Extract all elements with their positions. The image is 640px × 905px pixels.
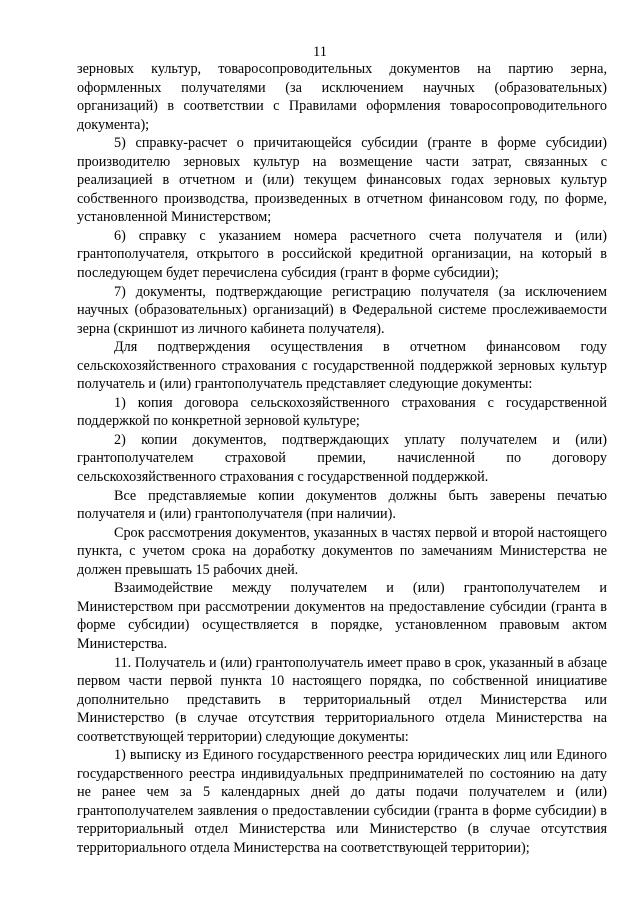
page-number: 11 [313, 44, 327, 60]
paragraph: зерновых культур, товаросопроводительных документов на партию зерна, оформленных получателями (за исключением научных (образовательных) организаций) в соответствии с Правилами оформления товаросопроводительного документа); [77, 61, 607, 133]
paragraph: 1) выписку из Единого государственного реестра юридических лиц или Единого государственного реестра индивидуальных предпринимателей по состоянию на дату не ранее чем за 5 календарных дней до даты подачи получателем и (или) грантополучателем заявления о предоставлении субсидии (гранта в форме субсидии) в территориальный отдел Министерства или Министерство (в случае отсутствия территориального отдела Министерства на соответствующей территории); [77, 747, 607, 856]
paragraph: 1) копия договора сельскохозяйственного страхования с государственной поддержкой по конкретной зерновой культуре; [77, 394, 607, 430]
paragraph: 2) копии документов, подтверждающих уплату получателем и (или) грантополучателем страховой премии, начисленной по договору сельскохозяйственного страхования с государственной поддержкой. [77, 431, 607, 486]
document-body [77, 60, 607, 858]
paragraph: 6) справку с указанием номера расчетного счета получателя и (или) грантополучателя, открытого в российской кредитной организации, на который в последующем будет перечислена субсидия (грант в форме субсидии); [77, 227, 607, 282]
paragraph: Для подтверждения осуществления в отчетном финансовом году сельскохозяйственного страхования с государственной поддержкой зерновых культур получатель и (или) грантополучатель представляет следующие документы: [77, 339, 607, 393]
paragraph: 7) документы, подтверждающие регистрацию получателя (за исключением научных (образовательных) организаций) в Федеральной системе прослеживаемости зерна (скриншот из личного кабинета получателя). [77, 283, 607, 337]
paragraph: Срок рассмотрения документов, указанных в частях первой и второй настоящего пункта, с учетом срока на доработку документов по замечаниям Министерства не должен превышать 15 рабочих дней. [77, 524, 607, 578]
paragraph: 11. Получатель и (или) грантополучатель имеет право в срок, указанный в абзаце первом части первой пункта 10 настоящего порядка, по собственной инициативе дополнительно представить в территориальный отдел Министерства или Министерство (в случае отсутствия территориального отдела Министерства на соответствующей территории) следующие документы: [77, 654, 607, 745]
paragraph: Взаимодействие между получателем и (или) грантополучателем и Министерством при рассмотрении документов на предоставление субсидии (гранта в форме субсидии) осуществляется в порядке, установленном правовым актом Министерства. [77, 580, 607, 652]
paragraph: Все представляемые копии документов должны быть заверены печатью получателя и (или) грантополучателя (при наличии). [77, 487, 607, 523]
paragraph: 5) справку-расчет о причитающейся субсидии (гранте в форме субсидии) производителю зерновых культур на возмещение части затрат, связанных с реализацией в отчетном и (или) текущем финансовых годах зерновых культур собственного производства, произведенных в отчетном финансовом году, по форме, установленной Министерством; [77, 135, 607, 226]
